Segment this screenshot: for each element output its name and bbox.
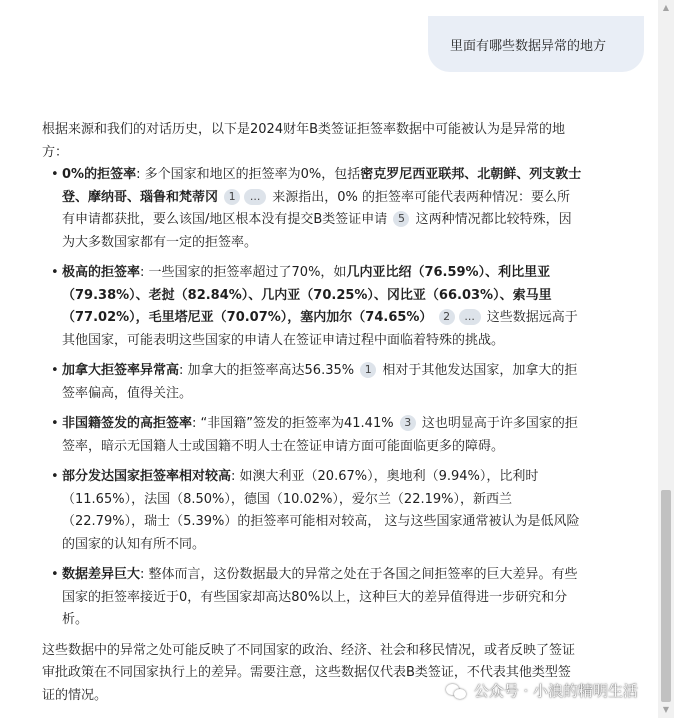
list-item: • 加拿大拒签率异常高: 加拿大的拒签率高达56.35% 1 相对于其他发达国家，加拿大的拒签率偏高，值得关注。 <box>62 360 582 405</box>
item-title: 0%的拒签率 <box>62 167 137 182</box>
arrow-up-icon[interactable]: ▲ <box>662 3 670 12</box>
more-citations-badge[interactable]: ... <box>244 189 266 205</box>
citation-badge[interactable]: 5 <box>393 211 409 227</box>
item-title: 部分发达国家拒签率相对较高 <box>62 469 232 484</box>
list-item: • 非国籍签发的高拒签率: “非国籍”签发的拒签率为41.41% 3 这也明显高于许多国家的拒签率，暗示无国籍人士或国籍不明人士在签证申请方面可能面临更多的障碍。 <box>62 413 582 458</box>
watermark <box>446 680 638 701</box>
arrow-down-icon[interactable]: ▼ <box>662 705 670 714</box>
anomaly-list <box>42 164 582 632</box>
citation-badge[interactable]: 2 <box>439 309 455 325</box>
user-message-text: 里面有哪些数据异常的地方 <box>450 39 607 54</box>
list-item: • 部分发达国家拒签率相对较高: 如澳大利亚（20.67%），奥地利（9.94%），比利时（11.65%），法国（8.50%），德国（10.02%），爱尔兰（22.19%），新西兰（22.79%），瑞士（5.39%）的拒签率可能相对较高， 这与这些国家通常被认为是低风险的国家的认知有所不同。 <box>62 466 582 556</box>
item-title: 数据差异巨大 <box>62 567 141 582</box>
scrollbar-thumb[interactable] <box>661 490 671 702</box>
citation-badge[interactable]: 1 <box>224 189 240 205</box>
watermark-text: 公众号 · 小浪的精明生活 <box>473 682 638 700</box>
list-item: • 数据差异巨大: 整体而言，这份数据最大的异常之处在于各国之间拒签率的巨大差异。有些国家的拒签率接近于0，有些国家却高达80%以上，这种巨大的差异值得进一步研究和分析。 <box>62 564 582 632</box>
citation-badge[interactable]: 3 <box>400 415 416 431</box>
more-citations-badge[interactable]: ... <box>459 309 481 325</box>
assistant-response <box>42 119 582 707</box>
item-title: 极高的拒签率 <box>62 265 141 280</box>
list-item: • 极高的拒签率: 一些国家的拒签率超过了70%，如几内亚比绍（76.59%）、利比里亚（79.38%）、老挝（82.84%）、几内亚（70.25%）、冈比亚（66.03%）、索马里（77.02%），毛里塔尼亚（70.07%），塞内加尔（74.65%） 2 ... 这些数据远高于其他国家，可能表明这些国家的申请人在签证申请过程中面临着特殊的挑战。 <box>62 262 582 352</box>
wechat-icon <box>446 682 468 700</box>
response-intro: 根据来源和我们的对话历史，以下是2024财年B类签证拒签率数据中可能被认为是异常的地方： <box>42 122 566 160</box>
item-title: 加拿大拒签率异常高 <box>62 363 180 378</box>
response-outro: 这些数据中的异常之处可能反映了不同国家的政治、经济、社会和移民情况，或者反映了签证审批政策在不同国家执行上的差异。需要注意，这些数据仅代表B类签证，不代表其他类型签证的情况。 <box>42 642 576 703</box>
item-title: 非国籍签发的高拒签率 <box>62 416 193 431</box>
vertical-scrollbar[interactable] <box>658 0 674 718</box>
citation-badge[interactable]: 1 <box>360 362 376 378</box>
list-item: • 0%的拒签率: 多个国家和地区的拒签率为0%，包括密克罗尼西亚联邦、北朝鲜、列支敦士登、摩纳哥、瑙鲁和梵蒂冈 1 ... 来源指出，0% 的拒签率可能代表两种情况：要么所有申请都获批，要么该国/地区根本没有提交B类签证申请 5 这两种情况都比较特殊，因为大多数国家都有一定的拒签率。 <box>62 164 582 254</box>
user-message-bubble <box>428 16 644 72</box>
